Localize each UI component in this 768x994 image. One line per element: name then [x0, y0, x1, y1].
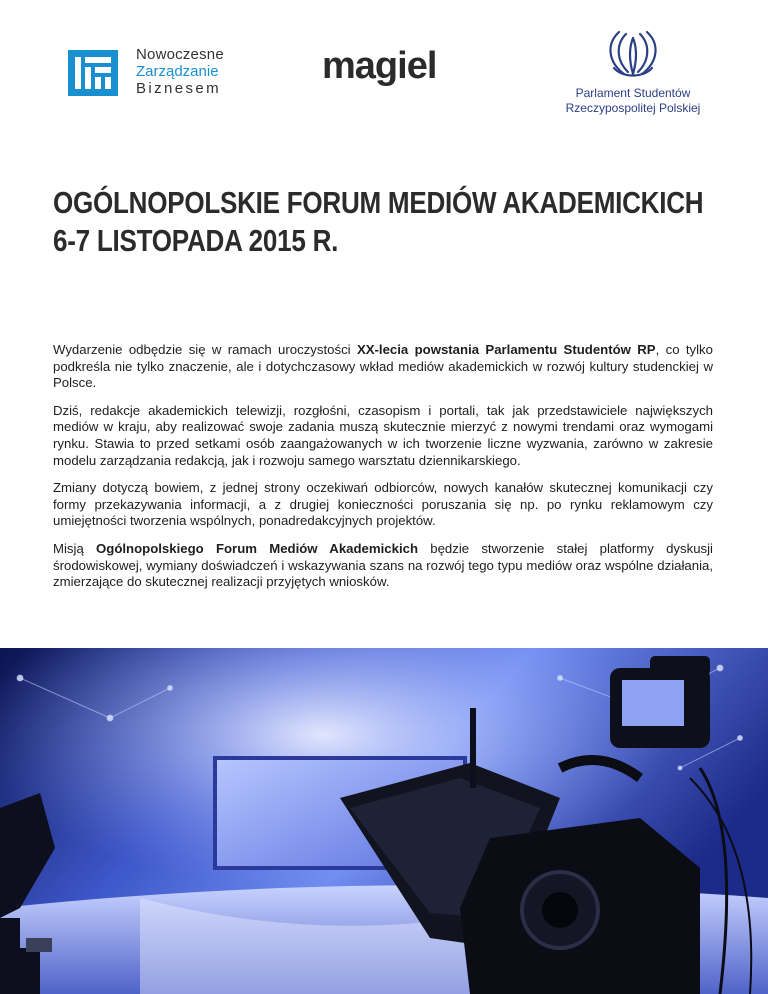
- nzb-logo-line1: Nowoczesne: [136, 46, 224, 63]
- title-line-event: OGÓLNOPOLSKIE FORUM MEDIÓW AKADEMICKICH: [53, 185, 704, 220]
- magiel-wordmark: magiel: [322, 48, 437, 87]
- paragraph-today: Dziś, redakcje akademickich telewizji, rozgłośni, czasopism i portali, tak jak przedstawiciele największych mediów w kraju, aby realizować swoje zadania muszą skutecznie mierzyć z nowymi trendami oraz wymogami rynku. Stawia to przed setkami osób zaangażowanych w ich tworzenie liczne wyzwania, zarówno w zakresie modelu zarządzania redakcją, jak i rozwoju samego warsztatu dziennikarskiego.: [53, 402, 713, 468]
- nzb-logo-text: [136, 46, 224, 97]
- parlament-logo-line2: Rzeczypospolitej Polskiej: [565, 101, 701, 115]
- nzb-logo-mark-icon: [66, 48, 120, 98]
- paragraph-intro-text-end: , co tylko podkreśla nie tylko znaczenie, ale i dotychczasowy wkład mediów akademickich w rozwój kultury studenckiej w Polsce.: [53, 342, 713, 391]
- parlament-logo-line1: Parlament Studentów: [575, 86, 691, 100]
- paragraph-intro-bold: XX-lecia powstania Parlamentu Studentów RP: [356, 342, 656, 357]
- logo-parlament-studentow: [548, 30, 718, 120]
- tv-studio-camera-photo: [0, 648, 768, 994]
- paragraph-intro-text: Wydarzenie odbędzie się w ramach uroczystości: [53, 342, 357, 357]
- nzb-logo-line2: Zarządzanie: [136, 63, 219, 80]
- page-title: [53, 184, 704, 260]
- paragraph-changes: Zmiany dotyczą bowiem, z jednej strony oczekiwań odbiorców, nowych kanałów skutecznej komunikacji czy formy przekazywania informacji, a z drugiej konieczności poruszania się np. po rynku reklamowym czy umiejętności tworzenia wspólnych, ponadredakcyjnych projektów.: [53, 480, 713, 529]
- paragraph-intro: [53, 342, 713, 392]
- title-line-date: 6-7 LISTOPADA 2015 R.: [53, 223, 339, 258]
- parlament-emblem-icon: [602, 30, 664, 80]
- parlament-logo-text: [548, 86, 718, 116]
- paragraph-mission: [53, 541, 713, 591]
- logo-nowoczesne-zarzadzanie-biznesem: [66, 46, 236, 100]
- logo-magiel: [322, 48, 472, 94]
- body-copy: [53, 342, 713, 602]
- paragraph-mission-text: Misją: [53, 540, 97, 556]
- paragraph-mission-bold: Ogólnopolskiego Forum Mediów Akademickich: [96, 540, 418, 556]
- paragraph-mission-text-end: będzie stworzenie stałej platformy dyskusji środowiskowej, wymiany doświadczeń i wskazywania szans na rozwój tego typu mediów oraz wspólne działania, zmierzające do skutecznej realizacji przyjętych wniosków.: [53, 540, 713, 590]
- nzb-logo-line3: Biznesem: [136, 80, 222, 97]
